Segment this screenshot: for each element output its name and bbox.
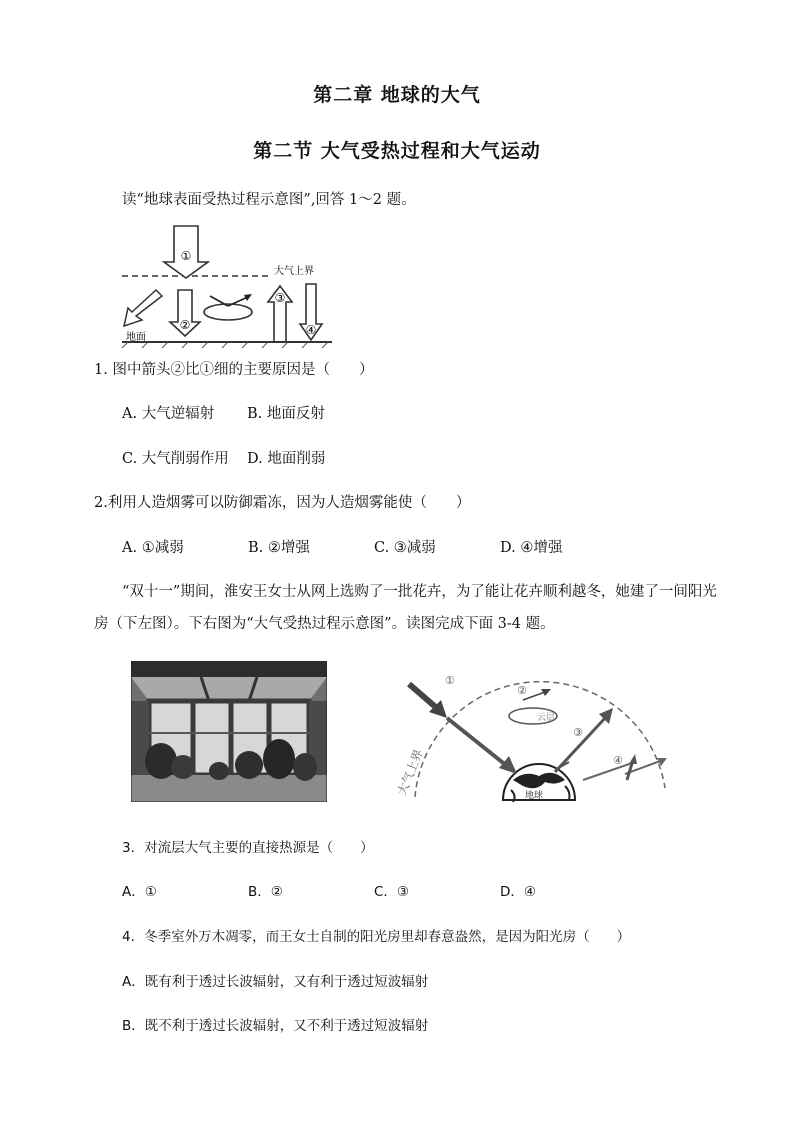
question-1-option-a[interactable]: A. 大气逆辐射: [122, 406, 215, 422]
ground-label: 地面: [126, 332, 146, 343]
label-3: ③: [573, 726, 583, 739]
question-4-option-b[interactable]: B．既不利于透过长波辐射，又不利于透过短波辐射: [122, 1018, 429, 1034]
question-2-option-a[interactable]: A. ①减弱: [122, 540, 184, 556]
earth-label: 地球: [525, 791, 544, 801]
label-1: ①: [180, 249, 192, 263]
question-3-stem: 3．对流层大气主要的直接热源是（ ）: [122, 840, 374, 856]
label-2: ②: [179, 318, 191, 332]
reflection-arrow: [124, 290, 162, 326]
question-1-option-b[interactable]: B. 地面反射: [247, 406, 325, 422]
question-3-option-a[interactable]: A．①: [122, 884, 157, 900]
label-2: ②: [517, 684, 527, 697]
question-1-option-d[interactable]: D. 地面削弱: [247, 451, 326, 467]
label-1: ①: [445, 674, 455, 687]
surface-heating-diagram: [118, 224, 358, 348]
intro-text-2-line-2: 房（下左图）。下右图为“大气受热过程示意图”。读图完成下面 3-4 题。: [94, 616, 555, 632]
sunroom-photo: [131, 661, 327, 802]
question-1-stem: 1. 图中箭头②比①细的主要原因是（ ）: [94, 362, 374, 378]
question-4-stem: 4．冬季室外万木凋零，而王女士自制的阳光房里却春意盎然，是因为阳光房（ ）: [122, 929, 631, 945]
question-4-option-a[interactable]: A．既有利于透过长波辐射，又有利于透过短波辐射: [122, 974, 429, 990]
atmosphere-boundary-label: 大气上界: [274, 266, 314, 277]
label-4: ④: [613, 754, 623, 767]
question-2-option-c[interactable]: C. ③减弱: [374, 540, 436, 556]
label-4: ④: [305, 323, 317, 337]
intro-text-2-line-1: “双十一”期间，淮安王女士从网上选购了一批花卉，为了能让花卉顺利越冬，她建了一间阳光: [122, 584, 717, 600]
chapter-title: 第二章 地球的大气: [313, 84, 481, 106]
question-1-option-c[interactable]: C. 大气削弱作用: [122, 451, 229, 467]
question-2-stem: 2.利用人造烟雾可以防御霜冻，因为人造烟雾能使（ ）: [94, 495, 471, 511]
section-title: 第二节 大气受热过程和大气运动: [253, 140, 541, 162]
question-3-option-d[interactable]: D．④: [500, 884, 536, 900]
question-2-option-d[interactable]: D. ④增强: [500, 540, 563, 556]
intro-text-1: 读“地球表面受热过程示意图”,回答 1～2 题。: [122, 192, 416, 208]
atmosphere-heating-diagram: [395, 662, 670, 807]
cloud-shape: [204, 304, 252, 320]
question-3-option-b[interactable]: B．②: [248, 884, 283, 900]
label-3: ③: [274, 291, 286, 305]
svg-text:云层: 云层: [537, 713, 556, 723]
question-3-option-c[interactable]: C．③: [374, 884, 410, 900]
atmosphere-boundary-label: 大气上界: [395, 747, 426, 798]
question-2-option-b[interactable]: B. ②增强: [248, 540, 310, 556]
